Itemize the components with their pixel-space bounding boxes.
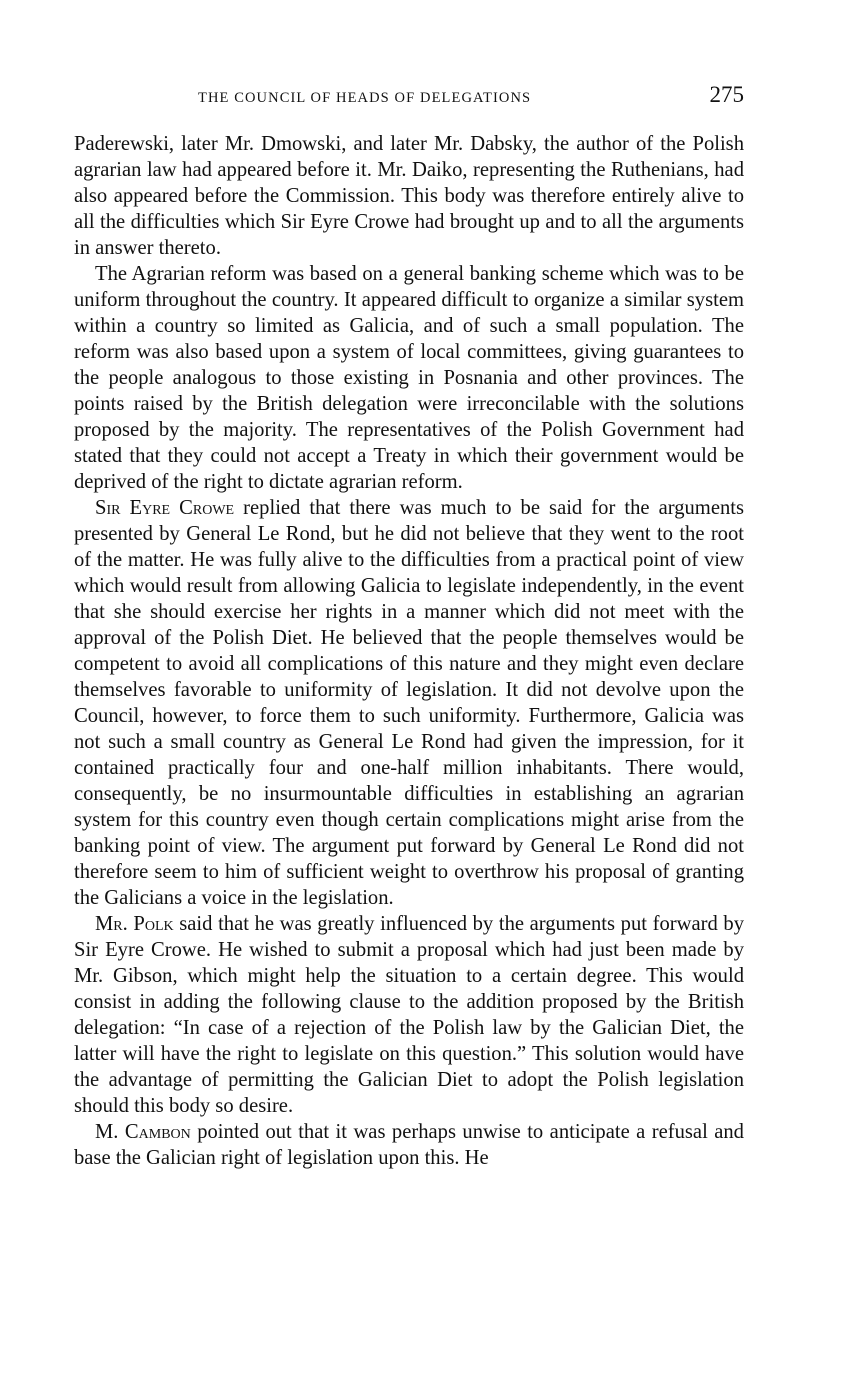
page-number: 275 (709, 82, 744, 107)
paragraph-text: The Agrarian reform was based on a general banking scheme which was to be uniform throughout the country. It appeared difficult to organize a similar system within a country so limited as Galicia, and of such a small population. The reform was also based upon a system of local committees, giving guarantees to the people analogous to those existing in Posnania and other provinces. The points raised by the British delegation were irreconcilable with the solutions proposed by the majority. The representatives of the Polish Government had stated that they could not accept a Treaty in which their government would be deprived of the right to dictate agrarian reform. (74, 263, 744, 493)
paragraph (74, 1119, 744, 1171)
body-text (74, 131, 744, 1171)
paragraph-text: Paderewski, later Mr. Dmowski, and later Mr. Dabsky, the author of the Polish agrarian law had appeared before it. Mr. Daiko, representing the Ruthenians, had also appeared before the Commission. This body was therefore entirely alive to all the difficulties which Sir Eyre Crowe had brought up and to all the arguments in answer thereto. (74, 133, 744, 259)
speaker-name: Sir Eyre Crowe (95, 497, 235, 519)
paragraph (74, 261, 744, 495)
paragraph (74, 495, 744, 911)
paragraph (74, 911, 744, 1119)
paragraph-text: said that he was greatly influenced by the arguments put forward by Sir Eyre Crowe. He wished to submit a proposal which had just been made by Mr. Gibson, which might help the situation to a certain degree. This would consist in adding the following clause to the addition proposed by the British delegation: “In case of a rejection of the Polish law by the Galician Diet, the latter will have the right to legislate on this question.” This solution would have the advantage of permitting the Galician Diet to adopt the Polish legislation should this body so desire. (74, 913, 745, 1117)
speaker-name: Mr. Polk (95, 913, 174, 935)
running-title: THE COUNCIL OF HEADS OF DELEGATIONS (198, 90, 532, 106)
running-header (74, 84, 746, 114)
paragraph-text: replied that there was much to be said for the arguments presented by General Le Rond, but he did not believe that they went to the root of the matter. He was fully alive to the difficulties from a practical point of view which would result from allowing Galicia to legislate independently, in the event that she should exercise her rights in a manner which did not meet with the approval of the Polish Diet. He believed that the people themselves would be competent to avoid all complications of this nature and they might even declare themselves favorable to uniformity of legislation. It did not devolve upon the Council, however, to force them to such uniformity. Furthermore, Galicia was not such a small country as General Le Rond had given the impression, for it contained practically four and one-half million inhabitants. There would, consequently, be no insurmountable difficulties in establishing an agrarian system for this country even though certain complications might arise from the banking point of view. The argument put forward by General Le Rond did not therefore seem to him of sufficient weight to overthrow his proposal of granting the Galicians a voice in the legislation. (74, 497, 744, 909)
speaker-name: M. Cambon (95, 1121, 191, 1143)
paragraph (74, 131, 744, 261)
paragraph-text: pointed out that it was perhaps unwise to anticipate a refusal and base the Galician right of legislation upon this. He (74, 1121, 744, 1169)
